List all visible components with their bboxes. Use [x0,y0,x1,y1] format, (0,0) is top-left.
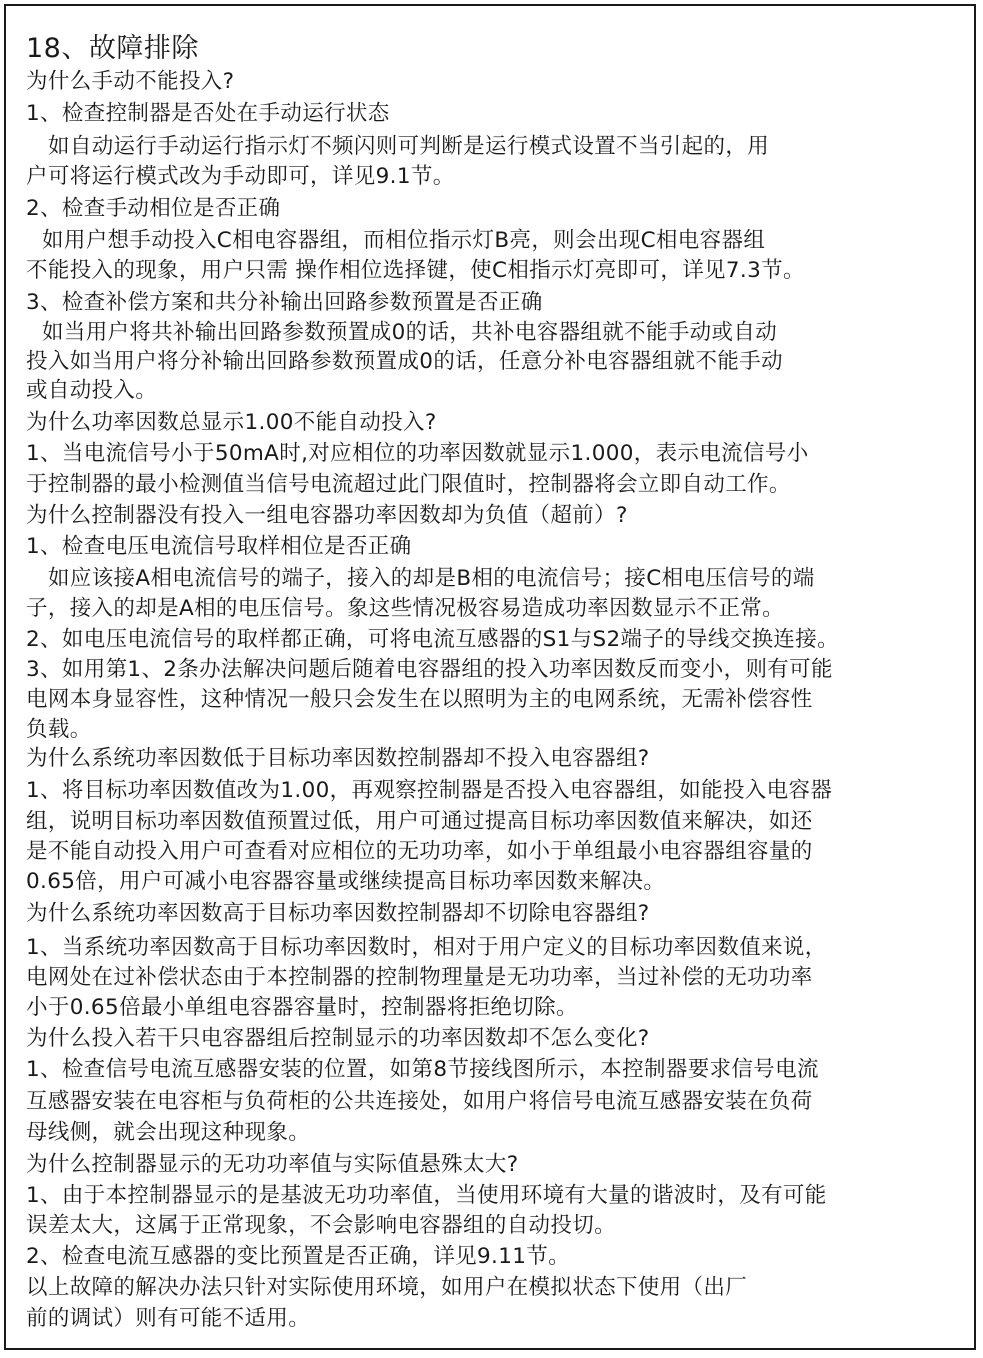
body-line: 如应该接A相电流信号的端子，接入的却是B相的电流信号；接C相电压信号的端 [48,566,815,591]
step-line: 1、检查信号电流互感器安装的位置，如第8节接线图所示，本控制器要求信号电流 [26,1057,819,1082]
question-heading: 为什么系统功率因数高于目标功率因数控制器却不切除电容器组? [26,901,650,926]
body-line: 电网本身显容性，这种情况一般只会发生在以照明为主的电网系统，无需补偿容性 [26,687,813,712]
body-line: 负载。 [26,717,92,742]
question-heading: 为什么控制器显示的无功功率值与实际值悬殊太大? [26,1152,519,1177]
closing-note: 前的调试）则有可能不适用。 [26,1306,311,1331]
question-heading: 为什么功率因数总显示1.00不能自动投入? [26,410,437,435]
body-line: 子，接入的却是A相的电压信号。象这些情况极容易造成功率因数显示不正常。 [26,596,784,621]
body-line: 是不能自动投入用户可查看对应相位的无功功率，如小于单组最小电容器组容量的 [26,839,813,864]
body-line: 误差太大，这属于正常现象，不会影响电容器组的自动投切。 [26,1213,616,1238]
step-line: 1、当系统功率因数高于目标功率因数时，相对于用户定义的目标功率因数值来说， [26,935,827,960]
step-line: 1、检查电压电流信号取样相位是否正确 [26,534,412,559]
body-line: 如当用户将共补输出回路参数预置成0的话，共补电容器组就不能手动或自动 [42,320,778,345]
step-line: 1、将目标功率因数值改为1.00，再观察控制器是否投入电容器组，如能投入电容器 [26,778,833,803]
body-line: 如自动运行手动运行指示灯不频闪则可判断是运行模式设置不当引起的，用 [48,134,770,159]
body-line: 母线侧，就会出现这种现象。 [26,1120,311,1145]
body-line: 如用户想手动投入C相电容器组，而相位指示灯B亮，则会出现C相电容器组 [42,228,766,253]
body-line: 不能投入的现象，用户只需 操作相位选择键，使C相指示灯亮即可，详见7.3节。 [26,258,805,283]
step-line: 3、如用第1、2条办法解决问题后随着电容器组的投入功率因数反而变小，则有可能 [26,657,833,682]
body-line: 户可将运行模式改为手动即可，详见9.1节。 [26,164,455,189]
question-heading: 为什么手动不能投入? [26,69,235,94]
body-line: 于控制器的最小检测值当信号电流超过此门限值时，控制器将会立即自动工作。 [26,472,791,497]
step-line: 2、检查电流互感器的变比预置是否正确，详见9.11节。 [26,1244,571,1269]
body-line: 电网处在过补偿状态由于本控制器的控制物理量是无功功率，当过补偿的无功功率 [26,965,813,990]
body-line: 组，说明目标功率因数值预置过低，用户可通过提高目标功率因数值来解决，如还 [26,809,813,834]
question-heading: 为什么投入若干只电容器组后控制显示的功率因数却不怎么变化? [26,1026,650,1051]
question-heading: 为什么系统功率因数低于目标功率因数控制器却不投入电容器组? [26,746,650,771]
body-line: 投入如当用户将分补输出回路参数预置成0的话，任意分补电容器组就不能手动 [26,349,783,374]
body-line: 互感器安装在电容柜与负荷柜的公共连接处，如用户将信号电流互感器安装在负荷 [26,1089,813,1114]
step-line: 1、检查控制器是否处在手动运行状态 [26,101,390,126]
body-line: 0.65倍，用户可减小电容器容量或继续提高目标功率因数来解决。 [26,869,666,894]
step-line: 1、当电流信号小于50mA时,对应相位的功率因数就显示1.000，表示电流信号小 [26,441,809,466]
step-line: 2、如电压电流信号的取样都正确，可将电流互感器的S1与S2端子的导线交换连接。 [26,627,839,652]
step-line: 1、由于本控制器显示的是基波无功功率值，当使用环境有大量的谐波时，及有可能 [26,1183,827,1208]
document-page [4,4,976,1350]
question-heading: 为什么控制器没有投入一组电容器功率因数却为负值（超前）? [26,503,628,528]
closing-note: 以上故障的解决办法只针对实际使用环境，如用户在模拟状态下使用（出厂 [26,1275,748,1300]
step-line: 2、检查手动相位是否正确 [26,196,281,221]
body-line: 或自动投入。 [26,378,158,403]
step-line: 3、检查补偿方案和共分补输出回路参数预置是否正确 [26,290,543,315]
section-title: 18、故障排除 [26,33,199,64]
body-line: 小于0.65倍最小单组电容器容量时，控制器将拒绝切除。 [26,995,578,1020]
